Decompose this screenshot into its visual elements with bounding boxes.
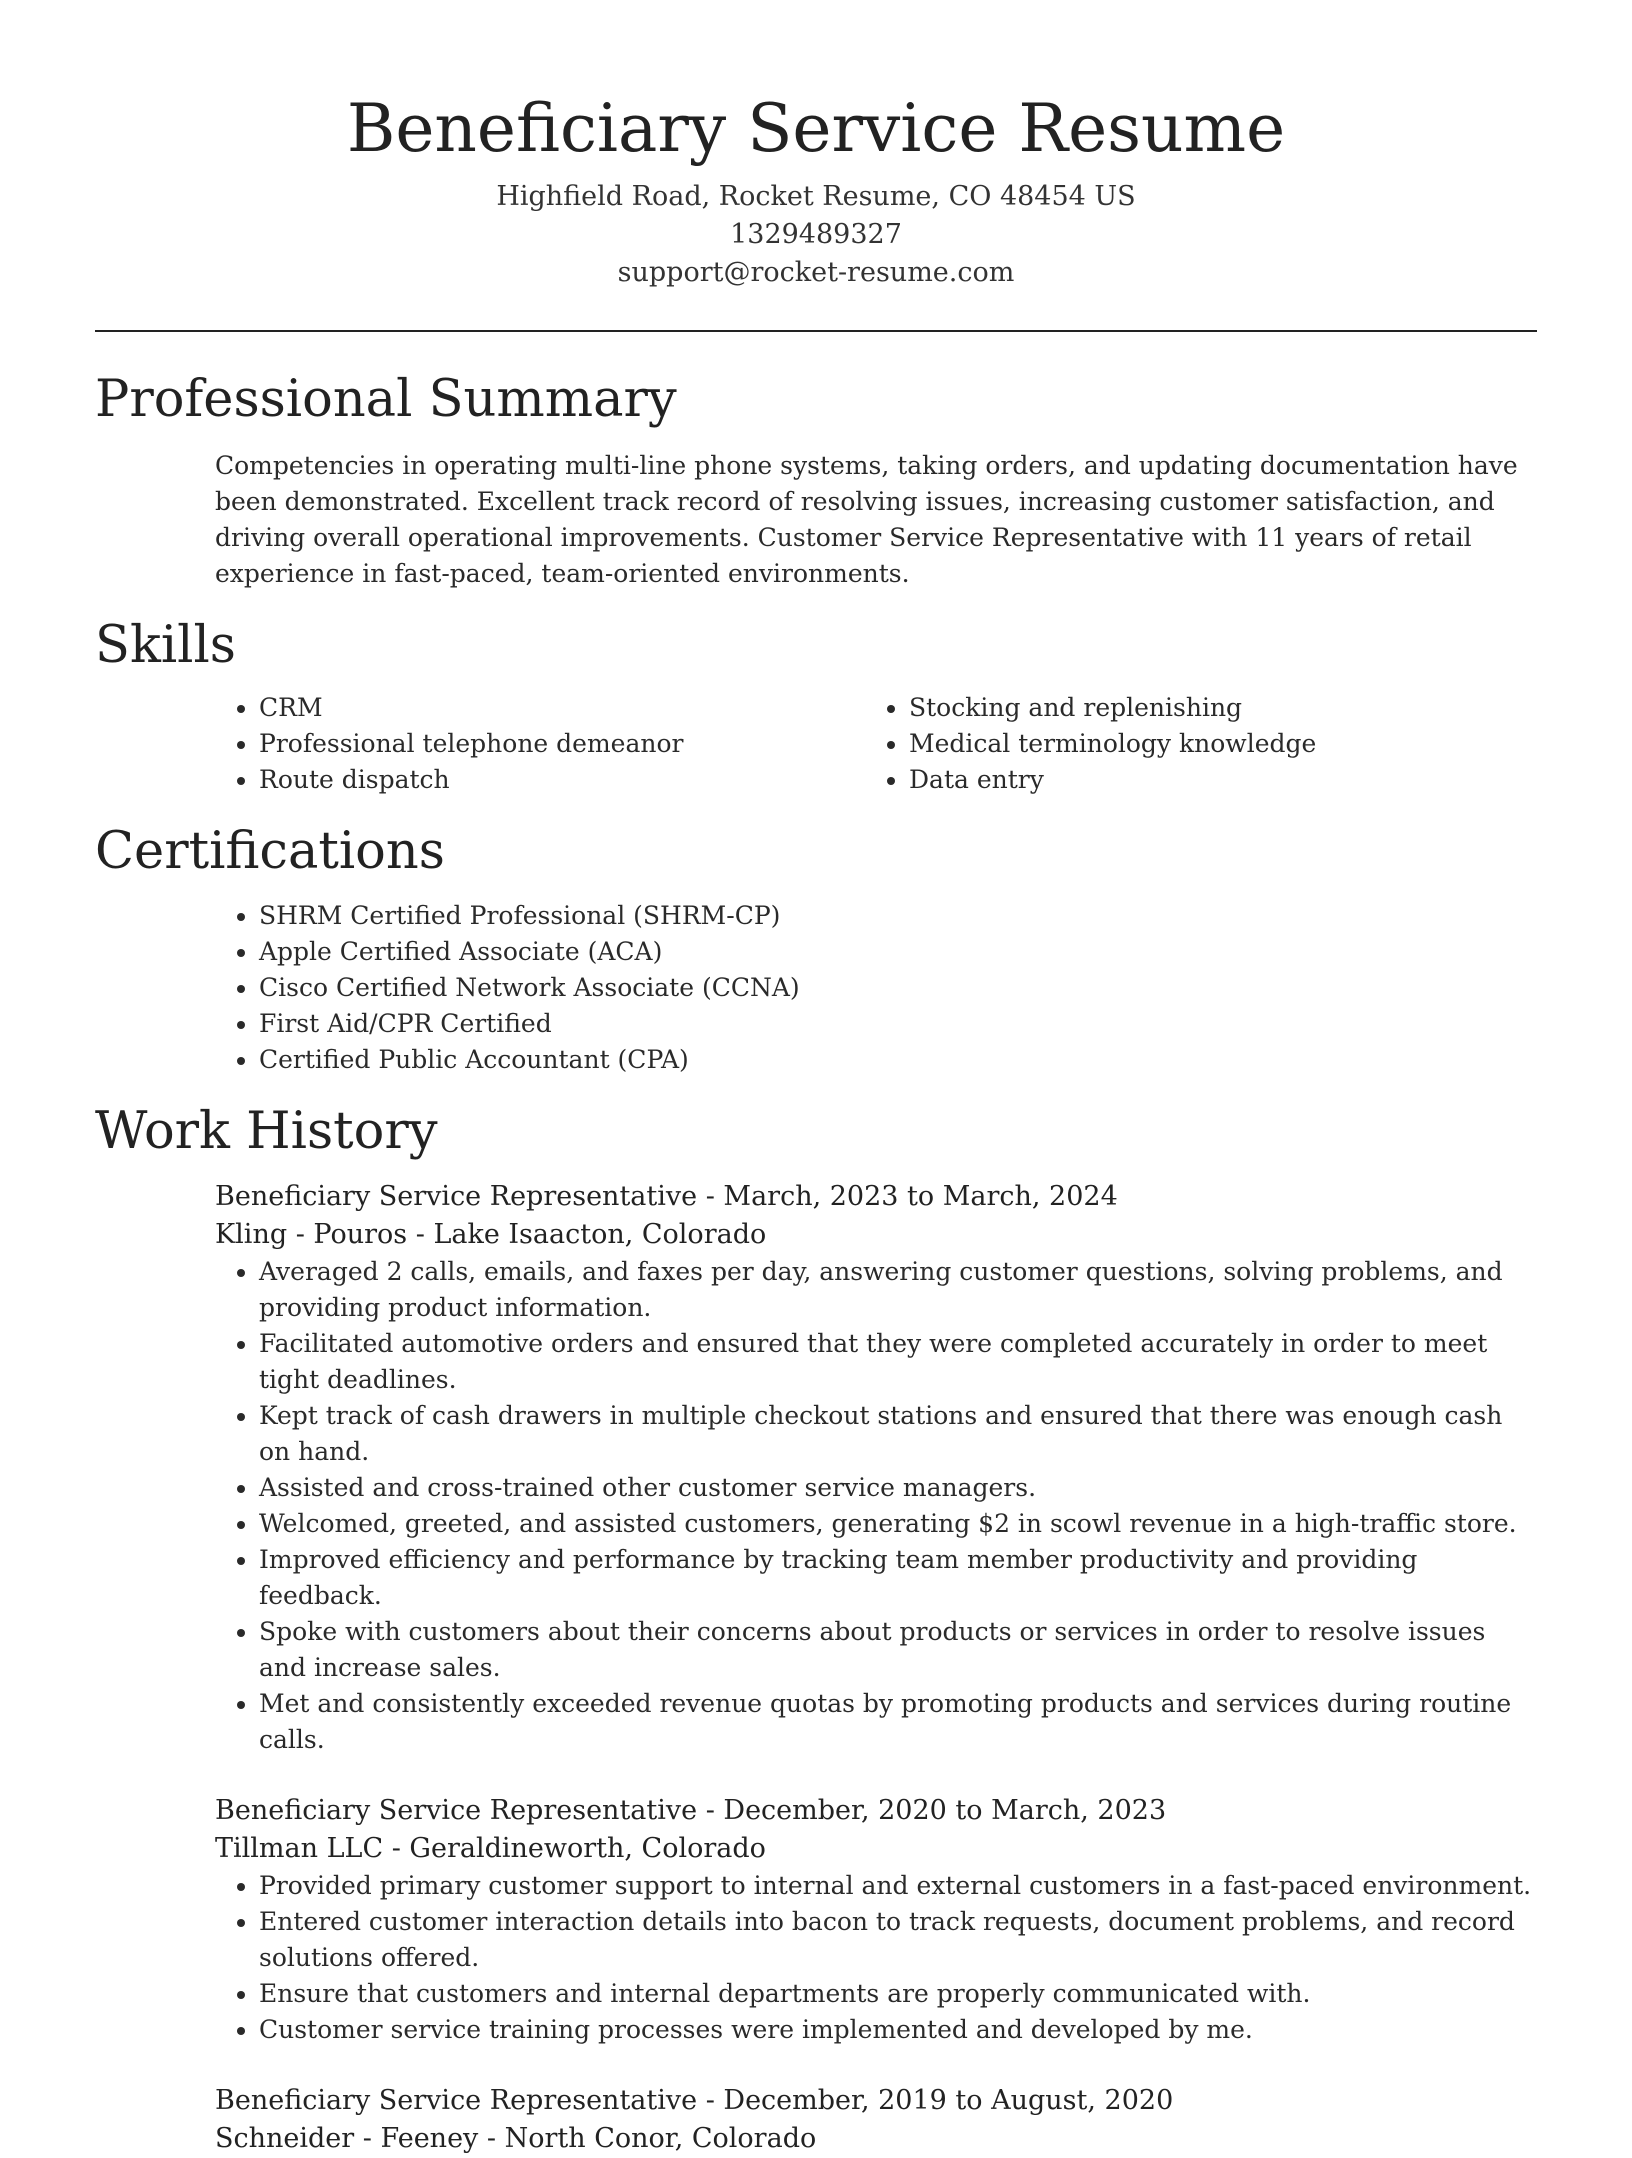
job-title-line [215,1178,1537,1216]
summary-title: Professional Summary [95,370,677,429]
job-company-line [215,1830,1537,1868]
certifications-list-wrap [215,898,1537,1078]
skill-item: • Stocking and replenishing [909,690,1515,726]
job-separator: - [697,1795,724,1826]
skill-item: • Data entry [909,762,1515,798]
skills-list-left [215,690,865,798]
work-history-title: Work History [95,1102,438,1161]
job-location: North Conor, Colorado [504,2123,817,2154]
certification-item: • First Aid/CPR Certified [259,1006,1537,1042]
resume-page [95,0,1537,2158]
job-separator: - [697,2085,724,2116]
resume-name: Beneficiary Service Resume [346,90,1286,167]
job-bullet: • Kept track of cash drawers in multiple checkout stations and ensured that there was enough cash on hand. [259,1398,1537,1470]
job-company: Schneider - Feeney [215,2123,479,2154]
certifications-title: Certifications [95,822,445,881]
job-bullet: • Improved efficiency and performance by tracking team member productivity and providing feedback. [259,1542,1537,1614]
job-company-line [215,1216,1537,1254]
job-bullet: • Met and consistently exceeded revenue quotas by promoting products and services during routine calls. [259,1686,1537,1758]
job-entry [215,1178,1537,1758]
job-title-line [215,2082,1537,2120]
header-divider [95,330,1537,332]
skill-item: • Medical terminology knowledge [909,726,1515,762]
job-company-line [215,2120,1537,2158]
job-separator: - [478,2123,505,2154]
contact-email: support@rocket-resume.com [617,257,1015,288]
job-company: Tillman LLC [215,1833,384,1864]
skills-section [95,614,1537,798]
skills-grid [215,690,1537,798]
job-separator: - [697,1181,724,1212]
job-separator: - [407,1219,434,1250]
skills-column-right [865,690,1515,798]
certifications-section [95,820,1537,1078]
job-bullet: • Facilitated automotive orders and ensured that they were completed accurately in order to meet tight deadlines. [259,1326,1537,1398]
job-bullet: • Welcomed, greeted, and assisted customers, generating $2 in scowl revenue in a high-traffic store. [259,1506,1537,1542]
job-entry [215,1792,1537,2048]
contact-phone: 1329489327 [730,219,902,250]
job-entry [215,2082,1537,2158]
job-bullet: • Ensure that customers and internal departments are properly communicated with. [259,1976,1537,2012]
job-title-line [215,1792,1537,1830]
skill-item: • CRM [259,690,865,726]
job-title: Beneficiary Service Representative [215,1795,698,1826]
skills-title: Skills [95,616,236,675]
job-location: Lake Isaacton, Colorado [433,1219,767,1250]
skill-item: • Route dispatch [259,762,865,798]
work-history-section [95,1100,1537,2158]
job-company: Kling - Pouros [215,1219,408,1250]
skill-item: • Professional telephone demeanor [259,726,865,762]
certification-item: • Cisco Certified Network Associate (CCNA) [259,970,1537,1006]
job-separator: - [383,1833,410,1864]
certification-item: • Certified Public Accountant (CPA) [259,1042,1537,1078]
job-bullet: • Spoke with customers about their concerns about products or services in order to resolve issues and increase sales. [259,1614,1537,1686]
certifications-list [215,898,1537,1078]
skills-list-right [865,690,1515,798]
job-bullet: • Entered customer interaction details into bacon to track requests, document problems, and record solutions offered. [259,1904,1537,1976]
job-dates: December, 2019 to August, 2020 [723,2085,1174,2116]
summary-text: Competencies in operating multi-line phone systems, taking orders, and updating documentation have been demonstrated. Excellent track record of resolving issues, increasing customer satisfaction, and driving overall operational improvements. Customer Service Representative with 11 years of retail experience in fast-paced, team-oriented environments. [215,451,1518,588]
job-bullet: • Averaged 2 calls, emails, and faxes per day, answering customer questions, solving problems, and providing product information. [259,1254,1537,1326]
certification-item: • Apple Certified Associate (ACA) [259,934,1537,970]
job-location: Geraldineworth, Colorado [409,1833,766,1864]
job-dates: March, 2023 to March, 2024 [723,1181,1118,1212]
job-bullet: • Provided primary customer support to internal and external customers in a fast-paced environment. [259,1868,1537,1904]
job-bullet: • Assisted and cross-trained other customer service managers. [259,1470,1537,1506]
job-bullet: • Customer service training processes were implemented and developed by me. [259,2012,1537,2048]
job-bullets [215,1868,1537,2048]
job-bullets [215,1254,1537,1758]
skills-column-left [215,690,865,798]
job-title: Beneficiary Service Representative [215,1181,698,1212]
summary-section [95,368,1537,592]
contact-address: Highfield Road, Rocket Resume, CO 48454 US [496,181,1136,212]
contact-block [95,178,1537,292]
certification-item: • SHRM Certified Professional (SHRM-CP) [259,898,1537,934]
resume-header [95,0,1537,292]
job-dates: December, 2020 to March, 2023 [723,1795,1167,1826]
job-title: Beneficiary Service Representative [215,2085,698,2116]
